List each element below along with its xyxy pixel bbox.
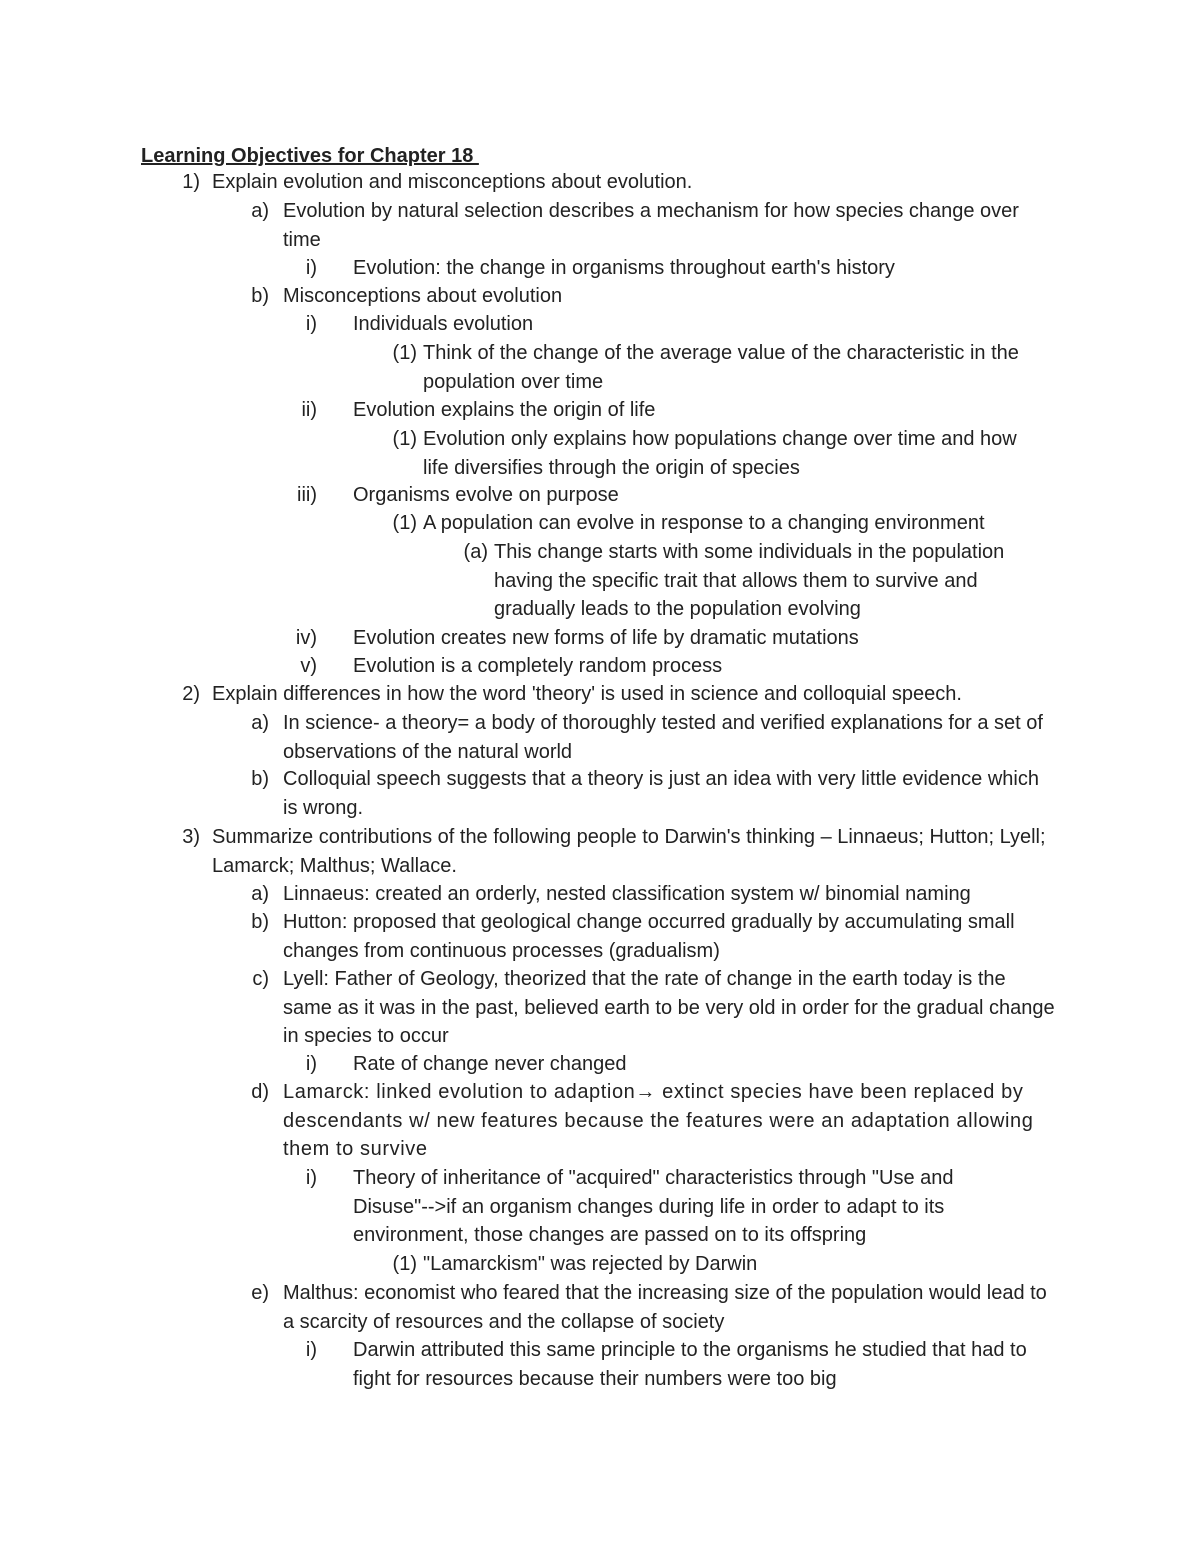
list-item bbox=[392, 339, 1048, 396]
list-text: Malthus: economist who feared that the increasing size of the population would lead to a scarcity of resources and the collapse of society bbox=[283, 1282, 1047, 1333]
list-marker: 1) bbox=[182, 171, 200, 193]
list-item bbox=[305, 1050, 1053, 1079]
list-marker: b) bbox=[251, 285, 269, 307]
list-item bbox=[251, 282, 1048, 311]
list-marker: a) bbox=[251, 200, 269, 222]
list-item bbox=[251, 880, 1073, 909]
list-text: Evolution: the change in organisms throughout earth's history bbox=[353, 257, 895, 279]
list-text: Explain evolution and misconceptions about evolution. bbox=[212, 171, 693, 193]
list-item bbox=[251, 1078, 1043, 1164]
list-item bbox=[305, 254, 1053, 283]
list-marker: b) bbox=[251, 768, 269, 790]
list-item bbox=[392, 509, 1063, 538]
list-text: Lamarck: linked evolution to adaption→ extinct species have been replaced by descendants w/ new features because the features were an adaptation allowing them to survive bbox=[283, 1081, 1034, 1160]
list-text: Misconceptions about evolution bbox=[283, 285, 563, 307]
list-item bbox=[295, 624, 1053, 653]
list-text: "Lamarckism" was rejected by Darwin bbox=[423, 1253, 758, 1275]
list-text: Colloquial speech suggests that a theory is just an idea with very little evidence which is wrong. bbox=[283, 768, 1039, 819]
list-marker: c) bbox=[252, 968, 269, 990]
list-marker: (1) bbox=[392, 512, 417, 534]
list-text: Evolution only explains how populations change over time and how life diversifies through the origin of species bbox=[423, 428, 1017, 479]
list-marker: i) bbox=[305, 313, 317, 335]
list-text: Organisms evolve on purpose bbox=[353, 484, 619, 506]
list-item bbox=[392, 1250, 1048, 1279]
list-marker: (a) bbox=[463, 541, 488, 563]
list-item bbox=[300, 652, 1053, 681]
list-item bbox=[251, 197, 1048, 254]
list-text: Explain differences in how the word 'theory' is used in science and colloquial speech. bbox=[212, 683, 962, 705]
list-marker: iv) bbox=[295, 627, 317, 649]
list-item bbox=[305, 1336, 1063, 1393]
list-item bbox=[182, 823, 1072, 880]
list-marker: i) bbox=[305, 1339, 317, 1361]
list-marker: ii) bbox=[301, 399, 317, 421]
list-text: Evolution explains the origin of life bbox=[353, 399, 656, 421]
list-item bbox=[297, 481, 1053, 510]
list-marker: (1) bbox=[392, 1253, 417, 1275]
list-text: A population can evolve in response to a changing environment bbox=[423, 512, 985, 534]
list-text: Individuals evolution bbox=[353, 313, 534, 335]
list-text: Evolution by natural selection describes a mechanism for how species change over time bbox=[283, 200, 1019, 251]
list-marker: i) bbox=[305, 1167, 317, 1189]
list-item bbox=[305, 1164, 1018, 1250]
list-text: Darwin attributed this same principle to the organisms he studied that had to fight for resources because their numbers were too big bbox=[353, 1339, 1027, 1390]
list-item bbox=[301, 396, 1053, 425]
list-text: Think of the change of the average value of the characteristic in the population over time bbox=[423, 342, 1019, 393]
list-text: This change starts with some individuals in the population having the specific trait that allows them to survive and gradually leads to the population evolving bbox=[494, 541, 1005, 620]
list-marker: v) bbox=[300, 655, 317, 677]
list-text: Evolution creates new forms of life by dramatic mutations bbox=[353, 627, 859, 649]
list-marker: 3) bbox=[182, 826, 200, 848]
list-text: In science- a theory= a body of thoroughly tested and verified explanations for a set of observations of the natural world bbox=[283, 712, 1043, 763]
list-marker: iii) bbox=[297, 484, 317, 506]
page-title: Learning Objectives for Chapter 18 bbox=[141, 145, 479, 167]
list-marker: (1) bbox=[392, 342, 417, 364]
list-marker: i) bbox=[305, 1053, 317, 1075]
list-text: Theory of inheritance of "acquired" characteristics through "Use and Disuse"-->if an organism changes during life in order to adapt to its environment, those changes are passed on to its offspring bbox=[353, 1167, 954, 1246]
list-marker: d) bbox=[251, 1081, 269, 1103]
list-item bbox=[182, 168, 1092, 197]
list-item bbox=[252, 965, 1058, 1051]
list-item bbox=[251, 709, 1058, 766]
list-text: Hutton: proposed that geological change occurred gradually by accumulating small changes from continuous processes (gradualism) bbox=[283, 911, 1015, 962]
list-marker: e) bbox=[251, 1282, 269, 1304]
list-item bbox=[463, 538, 1054, 624]
list-text: Lyell: Father of Geology, theorized that the rate of change in the earth today is the same as it was in the past, believed earth to be very old in order for the gradual change in species to occur bbox=[283, 968, 1055, 1047]
list-text: Evolution is a completely random process bbox=[353, 655, 723, 677]
list-item bbox=[182, 680, 1092, 709]
list-marker: a) bbox=[251, 712, 269, 734]
list-item bbox=[392, 425, 1038, 482]
list-text: Summarize contributions of the following people to Darwin's thinking – Linnaeus; Hutton; Lyell; Lamarck; Malthus; Wallace. bbox=[212, 826, 1046, 877]
list-text: Linnaeus: created an orderly, nested classification system w/ binomial naming bbox=[283, 883, 971, 905]
list-marker: (1) bbox=[392, 428, 417, 450]
list-marker: b) bbox=[251, 911, 269, 933]
list-marker: a) bbox=[251, 883, 269, 905]
list-text: Rate of change never changed bbox=[353, 1053, 627, 1075]
list-marker: i) bbox=[305, 257, 317, 279]
list-item bbox=[251, 1279, 1058, 1336]
list-item bbox=[251, 765, 1058, 822]
list-item bbox=[251, 908, 1048, 965]
list-marker: 2) bbox=[182, 683, 200, 705]
list-item bbox=[305, 310, 1053, 339]
